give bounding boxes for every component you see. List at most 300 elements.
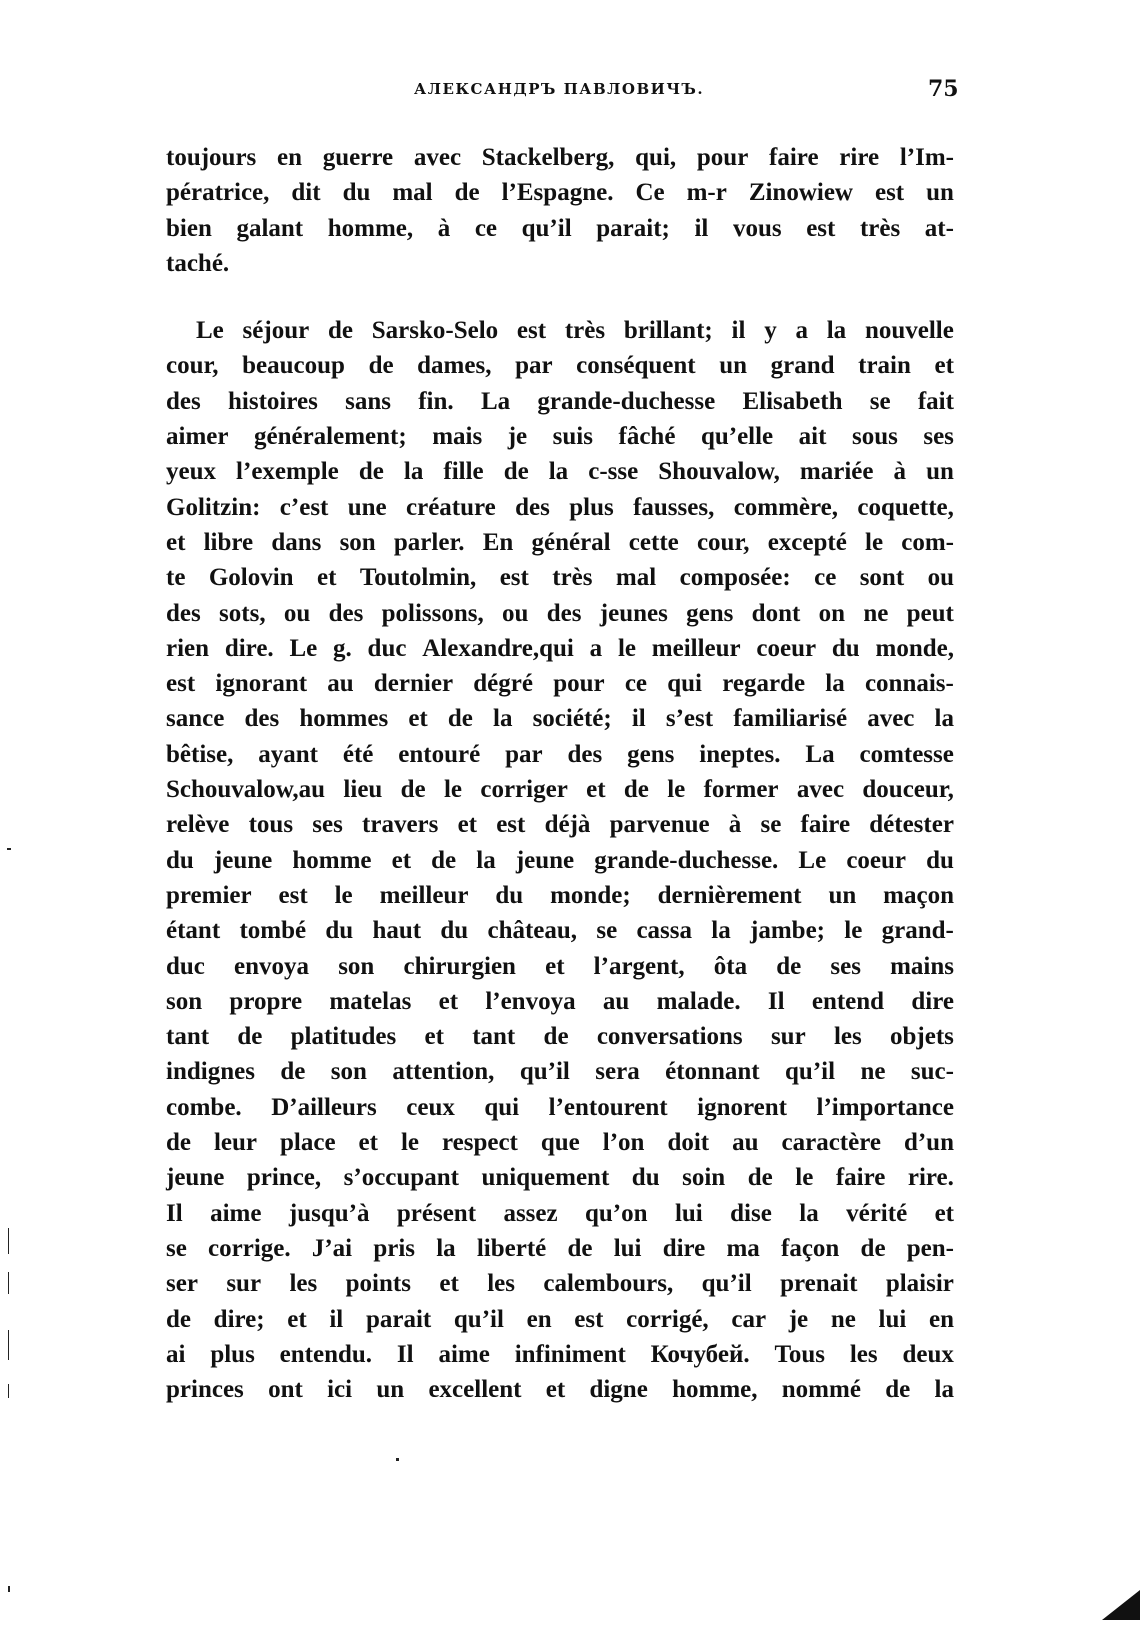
word: un: [926, 458, 954, 486]
word: excellent: [428, 1376, 522, 1404]
word: d’un: [903, 1129, 954, 1157]
word: prenait: [780, 1270, 858, 1298]
word: ser: [166, 1270, 198, 1298]
scan-speck: [8, 1384, 9, 1398]
word: parait;: [596, 214, 670, 242]
word: a: [589, 634, 603, 662]
word: duc: [367, 634, 407, 662]
word: pris: [373, 1234, 415, 1262]
word: des: [166, 599, 201, 627]
text-line: [166, 490, 954, 525]
word: lui: [674, 1199, 703, 1227]
word: de: [400, 776, 426, 804]
word: de: [543, 1023, 569, 1051]
word: pen-: [906, 1234, 954, 1262]
word: tous: [248, 811, 294, 839]
word: y: [764, 317, 777, 345]
word: est: [499, 564, 529, 592]
word: faire: [800, 811, 851, 839]
word: du: [495, 881, 524, 909]
word: dernier: [373, 670, 454, 698]
word: corrige.: [208, 1234, 291, 1262]
word: grande-duchesse.: [594, 846, 779, 874]
word: aime: [210, 1199, 262, 1227]
word: suis: [552, 423, 593, 451]
word: rien: [166, 634, 210, 662]
word: brillant;: [623, 317, 713, 345]
text-line: [166, 525, 954, 560]
word: cassa: [636, 917, 693, 945]
word: qu’il: [785, 1058, 836, 1086]
word: coeur: [846, 846, 907, 874]
word: grand-: [881, 917, 954, 945]
text-line: [166, 384, 954, 419]
word: monde;: [550, 881, 631, 909]
word: un: [376, 1376, 405, 1404]
word: place: [280, 1129, 336, 1157]
word: les: [849, 1340, 878, 1368]
text-line: [166, 701, 954, 736]
word: polissons,: [381, 599, 484, 627]
word: gens: [627, 740, 675, 768]
text-line: [166, 1054, 954, 1089]
word: et: [457, 811, 477, 839]
word: travers: [362, 811, 439, 839]
word: Stackelberg,: [481, 144, 615, 171]
word: mal: [392, 179, 433, 207]
word: Il: [767, 987, 785, 1015]
word: jeune: [515, 846, 575, 874]
word: présent: [396, 1199, 477, 1227]
word: com-: [901, 528, 954, 556]
word: dernièrement: [657, 881, 802, 909]
word: Il: [396, 1340, 414, 1368]
text-line: [166, 1125, 954, 1160]
word: l’importance: [816, 1093, 954, 1121]
word: la: [934, 705, 954, 733]
word: aimer: [166, 423, 229, 451]
word: lui: [878, 1305, 907, 1333]
word: à: [728, 811, 742, 839]
word: il: [631, 705, 646, 733]
word: de: [327, 317, 353, 345]
word: du: [325, 917, 354, 945]
paragraph-1: [166, 140, 954, 281]
word: respect: [441, 1129, 518, 1157]
word: ma: [726, 1234, 760, 1262]
scan-corner-mark: [1102, 1590, 1140, 1620]
word: un: [926, 179, 954, 207]
word: uniquement: [481, 1164, 610, 1192]
word: Sarsko-Selo: [371, 317, 499, 345]
word: la: [825, 670, 845, 698]
word: sont: [859, 564, 905, 592]
word: nommé: [781, 1376, 861, 1404]
text-line: [166, 1019, 954, 1054]
word: qu’il: [453, 1305, 504, 1333]
text-line: [166, 560, 954, 595]
word: château,: [487, 917, 578, 945]
word: général: [531, 528, 611, 556]
word: Alexandre,qui: [422, 634, 574, 662]
word: qu’il: [521, 214, 572, 242]
word: l’exemple: [236, 458, 339, 486]
word: Le: [289, 634, 318, 662]
word: très: [859, 214, 901, 242]
text-line: [166, 737, 954, 772]
word: regarde: [722, 670, 806, 698]
word: assez: [503, 1199, 558, 1227]
word: parait: [365, 1305, 432, 1333]
word: corrigé,: [626, 1305, 709, 1333]
text-line: [166, 140, 954, 175]
word: douceur,: [862, 776, 954, 804]
word: s’occupant: [343, 1164, 459, 1192]
word: et: [586, 776, 606, 804]
word: ignorant: [215, 670, 308, 698]
word: nouvelle: [864, 317, 954, 345]
word: une: [347, 493, 387, 521]
word: le: [844, 917, 863, 945]
word: dames,: [417, 352, 492, 380]
word: on: [818, 599, 846, 627]
word: étant: [166, 917, 221, 945]
word: yeux: [166, 458, 216, 486]
word: Le: [798, 846, 827, 874]
word: qui,: [635, 144, 677, 171]
word: duc: [166, 952, 205, 980]
word: par: [515, 352, 553, 380]
word: ceux: [406, 1093, 455, 1121]
word: un: [828, 881, 857, 909]
text-line: [166, 666, 954, 701]
word: un: [719, 352, 748, 380]
word: il: [694, 214, 709, 242]
word: monde,: [875, 634, 954, 662]
word: parler.: [393, 528, 465, 556]
word: en: [526, 1305, 552, 1333]
word: former: [703, 776, 779, 804]
text-line: [166, 313, 954, 348]
word: la: [548, 458, 569, 486]
word: et: [391, 846, 412, 874]
word: dit: [291, 179, 321, 207]
word: D’ailleurs: [271, 1093, 377, 1121]
word: car: [731, 1305, 767, 1333]
word: mariée: [799, 458, 874, 486]
word: Schouvalow,au: [166, 776, 326, 804]
word: est: [574, 1305, 604, 1333]
paragraph-2: [166, 313, 954, 1407]
word: société;: [532, 705, 612, 733]
word: plus: [569, 493, 614, 521]
word: l’Im-: [899, 144, 954, 171]
word: ou: [283, 599, 311, 627]
word: est: [166, 670, 196, 698]
word: ce: [814, 564, 837, 592]
word: jambe;: [750, 917, 826, 945]
word: sur: [226, 1270, 262, 1298]
word: La: [480, 387, 511, 415]
scan-speck: [396, 1458, 399, 1461]
word: princes: [166, 1376, 244, 1404]
word: ôta: [713, 952, 748, 980]
word: qu’il: [701, 1270, 752, 1298]
word: qu’elle: [700, 423, 774, 451]
word: se: [869, 387, 891, 415]
word: la: [493, 705, 513, 733]
word: parvenue: [609, 811, 710, 839]
word: se: [760, 811, 782, 839]
word: des: [567, 740, 603, 768]
word: du: [926, 846, 954, 874]
word: fâché: [618, 423, 676, 451]
text-line: [166, 419, 954, 454]
word: composée:: [679, 564, 791, 592]
word: platitudes: [290, 1023, 397, 1051]
word: Shouvalow,: [658, 458, 780, 486]
word: du: [342, 179, 371, 207]
word: taché.: [166, 249, 230, 277]
word: guerre: [322, 144, 394, 171]
word: la: [826, 317, 847, 345]
word: rire.: [907, 1164, 954, 1192]
word: Zinowiew: [748, 179, 853, 207]
word: de: [503, 458, 529, 486]
word: fille: [443, 458, 484, 486]
text-line: [166, 1231, 954, 1266]
word: pour: [553, 670, 605, 698]
word: familiarisé: [733, 705, 848, 733]
word: jusqu’à: [288, 1199, 370, 1227]
word: les: [487, 1270, 515, 1298]
word: et: [545, 1376, 566, 1404]
word: dire;: [213, 1305, 265, 1333]
word: qu’il: [519, 1058, 570, 1086]
word: détester: [869, 811, 954, 839]
word: Le: [196, 317, 224, 345]
word: généralement;: [253, 423, 407, 451]
word: et: [439, 1270, 459, 1298]
word: entendu.: [279, 1340, 373, 1368]
text-line: [166, 949, 954, 984]
word: connais-: [864, 670, 954, 698]
word: toujours: [166, 144, 257, 171]
word: Ce: [635, 179, 665, 207]
text-line: [166, 631, 954, 666]
word: ses: [312, 811, 343, 839]
word: dire.: [224, 634, 274, 662]
word: son: [338, 952, 375, 980]
word: at-: [924, 214, 954, 242]
word: le: [334, 881, 353, 909]
word: le: [400, 1129, 419, 1157]
word: et: [358, 1129, 378, 1157]
word: de: [623, 776, 649, 804]
word: envoya: [234, 952, 310, 980]
text-line: [166, 1196, 954, 1231]
word: homme,: [327, 214, 414, 242]
word: de: [166, 1305, 191, 1333]
text-line: [166, 1160, 954, 1195]
word: propre: [229, 987, 303, 1015]
word: sur: [770, 1023, 806, 1051]
text-line: [166, 1372, 954, 1407]
word: attention,: [392, 1058, 495, 1086]
word: entend: [811, 987, 885, 1015]
word: matelas: [329, 987, 412, 1015]
word: corriger: [480, 776, 568, 804]
scan-speck: [7, 848, 11, 850]
word: ne: [860, 1058, 886, 1086]
text-line: [166, 1266, 954, 1301]
word: avec: [796, 776, 845, 804]
word: mains: [890, 952, 954, 980]
word: commère,: [733, 493, 839, 521]
word: grand: [770, 352, 835, 380]
word: chirurgien: [403, 952, 516, 980]
word: de: [431, 846, 457, 874]
word: mais: [432, 423, 483, 451]
word: a: [795, 317, 808, 345]
word: s’est: [665, 705, 714, 733]
word: de: [454, 179, 480, 207]
word: galant: [236, 214, 304, 242]
word: son: [166, 987, 203, 1015]
word: le: [667, 776, 686, 804]
word: deux: [902, 1340, 954, 1368]
word: peut: [906, 599, 954, 627]
word: doit: [667, 1129, 710, 1157]
word: l’argent,: [593, 952, 685, 980]
word: qu’on: [585, 1199, 648, 1227]
word: Tous: [774, 1340, 825, 1368]
text-line: [166, 772, 954, 807]
word: ayant: [258, 740, 318, 768]
word: l’Espagne.: [501, 179, 614, 207]
word: calembours,: [543, 1270, 674, 1298]
word: train: [858, 352, 911, 380]
word: la: [403, 458, 424, 486]
word: cour,: [696, 528, 750, 556]
word: maçon: [883, 881, 954, 909]
word: sous: [851, 423, 898, 451]
word: très: [552, 564, 593, 592]
word: coquette,: [857, 493, 954, 521]
word: sance: [166, 705, 225, 733]
word: rire: [839, 144, 880, 171]
word: mal: [615, 564, 657, 592]
text-line: [166, 596, 954, 631]
word: vérité: [846, 1199, 908, 1227]
word: le: [865, 528, 884, 556]
word: cour,: [166, 352, 219, 380]
word: infiniment: [514, 1340, 626, 1368]
word: jeune: [166, 1164, 225, 1192]
word: est: [806, 214, 836, 242]
word: est: [496, 811, 526, 839]
word: son: [339, 528, 376, 556]
word: ce: [624, 670, 648, 698]
word: prince,: [246, 1164, 322, 1192]
word: et: [438, 987, 459, 1015]
word: de: [368, 352, 394, 380]
text-line: [166, 1302, 954, 1337]
word: grande-duchesse: [537, 387, 716, 415]
word: J’ai: [311, 1234, 353, 1262]
page-number: 75: [928, 76, 959, 102]
running-head: АЛЕКСАНДРЪ ПАВЛОВИЧЪ.: [414, 80, 705, 98]
word: objets: [890, 1023, 954, 1051]
word: été: [342, 740, 374, 768]
word: les: [833, 1023, 862, 1051]
word: la: [711, 917, 731, 945]
word: des: [328, 599, 364, 627]
scan-speck: [8, 1228, 9, 1254]
word: dégré: [473, 670, 533, 698]
word: ai: [166, 1340, 186, 1368]
word: le: [443, 776, 463, 804]
word: la: [934, 1376, 954, 1404]
word: au: [602, 987, 630, 1015]
word: et: [166, 528, 186, 556]
word: de: [166, 1129, 191, 1157]
word: conversations: [596, 1023, 743, 1051]
word: c-sse: [588, 458, 639, 486]
word: il: [329, 1305, 344, 1333]
word: se: [166, 1234, 187, 1262]
word: liberté: [476, 1234, 547, 1262]
word: libre: [203, 528, 254, 556]
word: tant: [472, 1023, 516, 1051]
word: façon: [781, 1234, 840, 1262]
word: relève: [166, 811, 230, 839]
word: fait: [917, 387, 954, 415]
word: sots,: [219, 599, 266, 627]
word: comtesse: [859, 740, 954, 768]
word: de: [567, 1234, 593, 1262]
word: dire: [911, 987, 954, 1015]
text-line: [166, 454, 954, 489]
word: de: [885, 1376, 911, 1404]
text-line: [166, 807, 954, 842]
text-line: [166, 1090, 954, 1125]
word: fausses,: [633, 493, 715, 521]
word: suc-: [910, 1058, 954, 1086]
word: en: [277, 144, 303, 171]
word: au: [732, 1129, 759, 1157]
scan-speck: [8, 1330, 9, 1360]
text-line: [166, 175, 954, 210]
word: pour: [696, 144, 749, 171]
word: dire: [662, 1234, 706, 1262]
word: bêtise,: [166, 740, 234, 768]
text-line: [166, 913, 954, 948]
word: que: [540, 1129, 580, 1157]
word: dans: [271, 528, 322, 556]
word: ignorent: [697, 1093, 787, 1121]
word: Кочубей.: [650, 1340, 750, 1368]
word: dise: [730, 1199, 772, 1227]
word: des: [546, 599, 582, 627]
word: homme,: [672, 1376, 758, 1404]
word: au: [327, 670, 354, 698]
word: bien: [166, 214, 212, 242]
word: et: [287, 1305, 307, 1333]
word: Il: [166, 1199, 183, 1227]
word: jeune: [213, 846, 273, 874]
word: ses: [923, 423, 954, 451]
